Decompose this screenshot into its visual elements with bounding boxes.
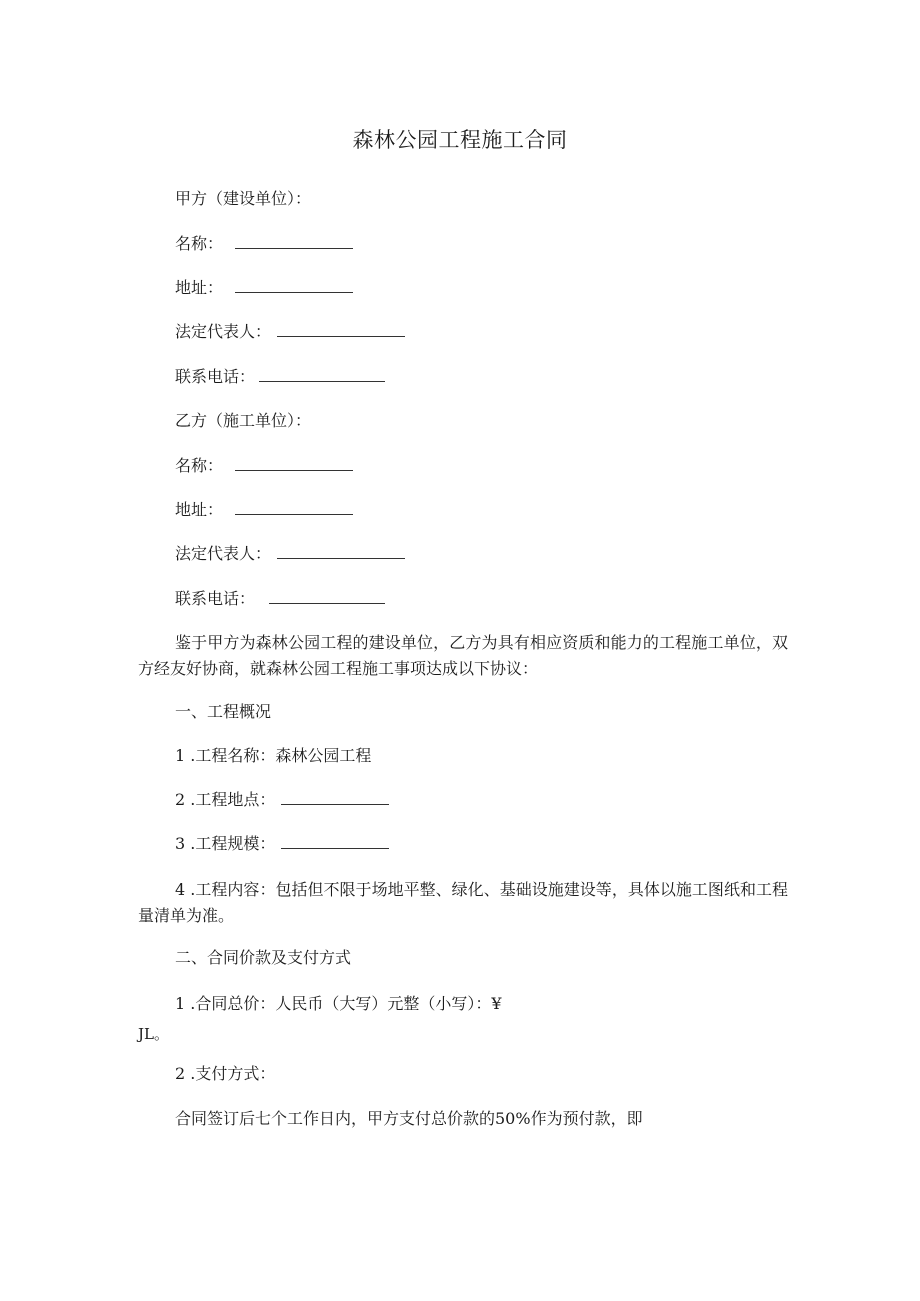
party-a-phone-blank[interactable] bbox=[259, 367, 385, 382]
section1-item3-label: 3 .工程规模： bbox=[175, 834, 276, 853]
party-b-address-blank[interactable] bbox=[235, 500, 353, 515]
party-b-address-line bbox=[175, 499, 353, 521]
party-a-heading: 甲方（建设单位）： bbox=[175, 189, 312, 208]
party-b-address-label: 地址： bbox=[175, 500, 224, 519]
section1-item2-line bbox=[175, 789, 389, 811]
section1-item2-label: 2 .工程地点： bbox=[175, 790, 276, 809]
party-a-name-label: 名称： bbox=[175, 234, 224, 253]
party-b-rep-line bbox=[175, 543, 405, 565]
party-a-name-line bbox=[175, 233, 353, 255]
party-a-rep-line bbox=[175, 321, 405, 343]
section2-item1-tail: JL。 bbox=[138, 1025, 169, 1043]
section2-item2: 2 .支付方式： bbox=[175, 1064, 276, 1083]
payment-text: 合同签订后七个工作日内，甲方支付总价款的50%作为预付款，即 bbox=[175, 1109, 643, 1128]
party-b-heading: 乙方（施工单位）： bbox=[175, 411, 312, 430]
party-a-phone-label: 联系电话： bbox=[175, 367, 256, 386]
party-a-address-blank[interactable] bbox=[235, 278, 353, 293]
party-b-rep-blank[interactable] bbox=[277, 544, 405, 559]
party-a-rep-blank[interactable] bbox=[277, 322, 405, 337]
party-b-phone-label: 联系电话： bbox=[175, 589, 256, 608]
section2-heading: 二、合同价款及支付方式 bbox=[175, 948, 352, 967]
site-location-blank[interactable] bbox=[281, 790, 389, 805]
party-b-rep-label: 法定代表人： bbox=[175, 544, 272, 563]
party-b-name-blank[interactable] bbox=[235, 456, 353, 471]
party-b-name-label: 名称： bbox=[175, 456, 224, 475]
party-a-rep-label: 法定代表人： bbox=[175, 322, 272, 341]
section1-item3-line bbox=[175, 833, 389, 855]
party-a-address-line bbox=[175, 277, 353, 299]
party-a-phone-line bbox=[175, 366, 385, 388]
party-b-name-line bbox=[175, 455, 353, 477]
party-a-name-blank[interactable] bbox=[235, 234, 353, 249]
section1-heading: 一、工程概况 bbox=[175, 702, 272, 721]
intro-paragraph: 鉴于甲方为森林公园工程的建设单位，乙方为具有相应资质和能力的工程施工单位，双方经友好协商，就森林公园工程施工事项达成以下协议： bbox=[138, 633, 788, 678]
document-title: 森林公园工程施工合同 bbox=[352, 128, 568, 152]
section1-item4: 4 .工程内容：包括但不限于场地平整、绿化、基础设施建设等，具体以施工图纸和工程量清单为准。 bbox=[138, 880, 788, 925]
section1-item1: 1 .工程名称：森林公园工程 bbox=[175, 746, 372, 765]
party-a-address-label: 地址： bbox=[175, 278, 224, 297]
project-scale-blank[interactable] bbox=[281, 834, 389, 849]
section2-item1: 1 .合同总价：人民币（大写）元整（小写）：¥ bbox=[175, 994, 502, 1013]
party-b-phone-blank[interactable] bbox=[269, 589, 385, 604]
party-b-phone-line bbox=[175, 588, 385, 610]
